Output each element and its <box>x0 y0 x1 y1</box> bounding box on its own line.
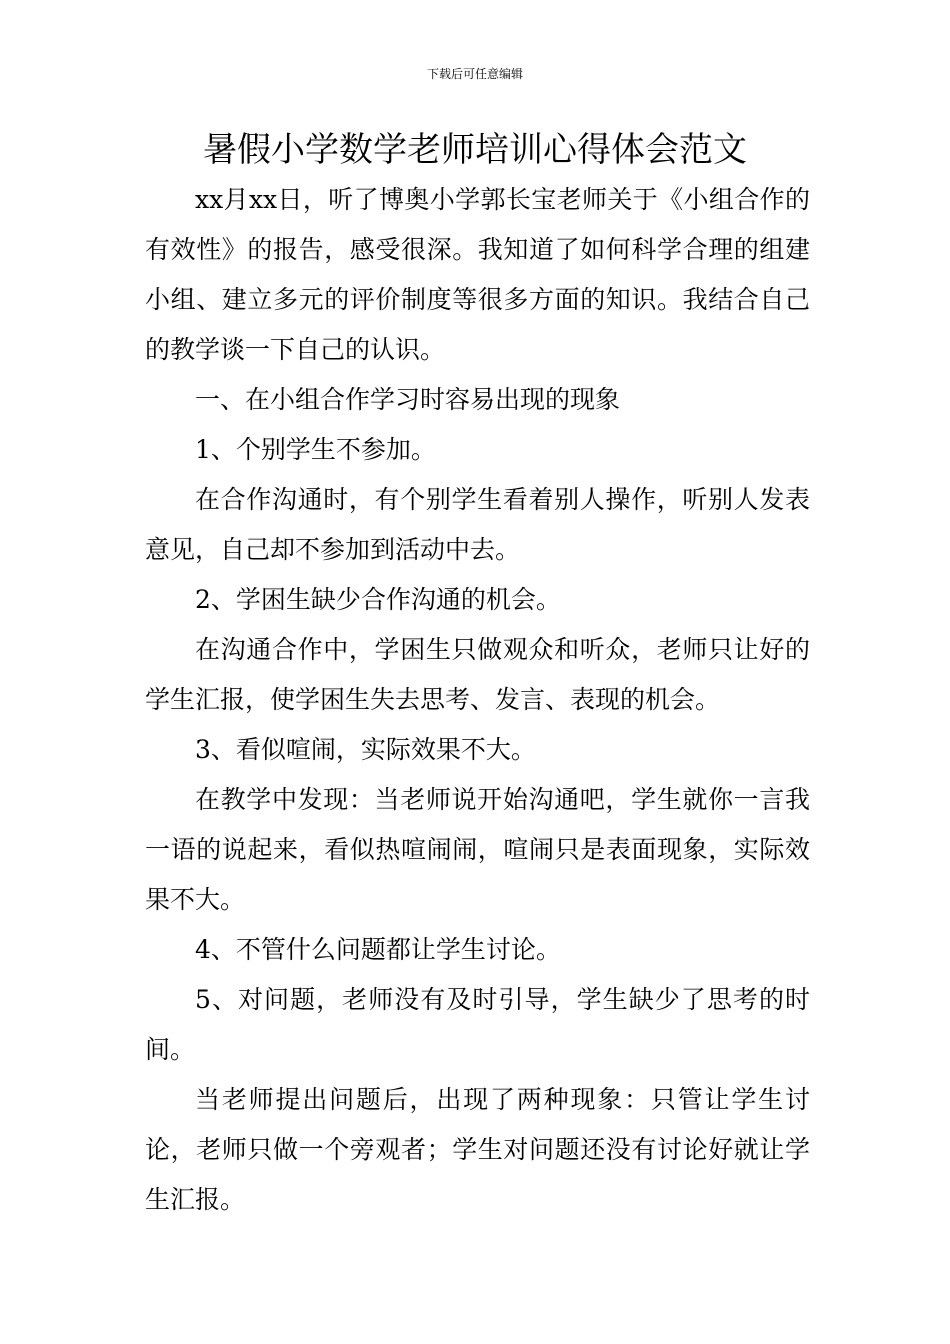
list-item: 4、不管什么问题都让学生讨论。 <box>195 935 561 964</box>
paragraph: 在合作沟通时，有个别学生看着别人操作，听别人发表意见，自己却不参加到活动中去。 <box>145 485 810 564</box>
page-title: 暑假小学数学老师培训心得体会范文 <box>203 130 747 170</box>
paragraph: 在沟通合作中，学困生只做观众和听众，老师只让好的学生汇报，使学困生失去思考、发言、表现的机会。 <box>145 635 810 714</box>
list-item: 3、看似喧闹，实际效果不大。 <box>195 735 536 764</box>
header-note: 下载后可任意编辑 <box>426 67 523 81</box>
paragraph: 当老师提出问题后，出现了两种现象：只管让学生讨论，老师只做一个旁观者；学生对问题还没有讨论好就让学生汇报。 <box>145 1085 810 1214</box>
paragraph: xx月xx日，听了博奥小学郭长宝老师关于《小组合作的有效性》的报告，感受很深。我知道了如何科学合理的组建小组、建立多元的评价制度等很多方面的知识。我结合自己的教学谈一下自己的认识。 <box>145 185 810 364</box>
list-item: 1、个别学生不参加。 <box>195 435 436 464</box>
list-item: 2、学困生缺少合作沟通的机会。 <box>195 585 561 614</box>
paragraph: 在教学中发现：当老师说开始沟通吧，学生就你一言我一语的说起来，看似热喧闹闹，喧闹只是表面现象，实际效果不大。 <box>145 785 810 914</box>
document-body <box>145 175 810 1225</box>
section-heading: 一、在小组合作学习时容易出现的现象 <box>195 385 621 414</box>
list-item: 5、对问题，老师没有及时引导，学生缺少了思考的时间。 <box>145 985 810 1064</box>
